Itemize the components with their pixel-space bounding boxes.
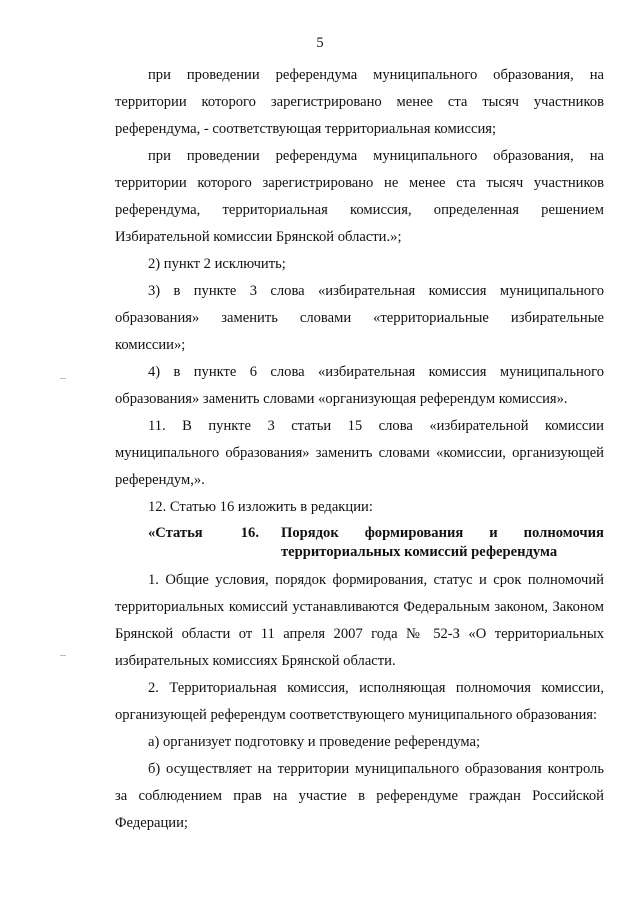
article-title-word: и	[489, 525, 498, 541]
paragraph: 4) в пункте 6 слова «избирательная комиссия муниципального образования» заменить словами «организующая референдум комиссия».	[115, 364, 604, 407]
paragraph: б) осуществляет на территории муниципального образования контроль за соблюдением прав на участие в референдуме граждан Российской Федерации;	[115, 761, 604, 831]
paragraph: 2) пункт 2 исключить;	[148, 256, 286, 272]
article-label-number: 16.	[240, 525, 259, 541]
article-label-word: «Статья	[148, 525, 203, 541]
article-heading	[115, 521, 604, 567]
paragraph: а) организует подготовку и проведение референдума;	[148, 734, 481, 750]
paragraph: при проведении референдума муниципального образования, на территории которого зарегистрировано менее ста тысяч участников референдума, - соответствующая территориальная комиссия;	[115, 67, 604, 137]
document-body	[115, 62, 604, 837]
paragraph: 2. Территориальная комиссия, исполняющая полномочия комиссии, организующей референдум соответствующего муниципального образования:	[115, 680, 604, 723]
paragraph: 3) в пункте 3 слова «избирательная комиссия муниципального образования» заменить словами «территориальные избирательные комиссии»;	[115, 283, 604, 353]
article-label	[115, 524, 281, 562]
article-title-second-line: территориальных комиссий референдума	[281, 544, 558, 560]
article-title-word: полномочия	[523, 525, 604, 541]
article-title-word: формирования	[364, 525, 464, 541]
paragraph: при проведении референдума муниципального образования, на территории которого зарегистрировано не менее ста тысяч участников референдума, территориальная комиссия, определенная решением Избирательной комиссии Брянской области.»;	[115, 148, 604, 245]
scan-artifact-mark	[60, 378, 66, 379]
paragraph: 1. Общие условия, порядок формирования, статус и срок полномочий территориальных комиссий устанавливаются Федеральным законом, Законом Брянской области от 11 апреля 2007 года № 52-З «О территориальных избирательных комиссиях Брянской области.	[115, 572, 604, 669]
scan-artifact-mark	[60, 655, 66, 656]
article-title-first-line	[281, 524, 604, 543]
paragraph: 12. Статью 16 изложить в редакции:	[148, 499, 373, 515]
article-title-word: Порядок	[281, 525, 339, 541]
article-title	[281, 524, 604, 562]
page-number: 5	[316, 35, 324, 51]
paragraph: 11. В пункте 3 статьи 15 слова «избирательной комиссии муниципального образования» заменить словами «комиссии, организующей референдум,».	[115, 418, 604, 488]
